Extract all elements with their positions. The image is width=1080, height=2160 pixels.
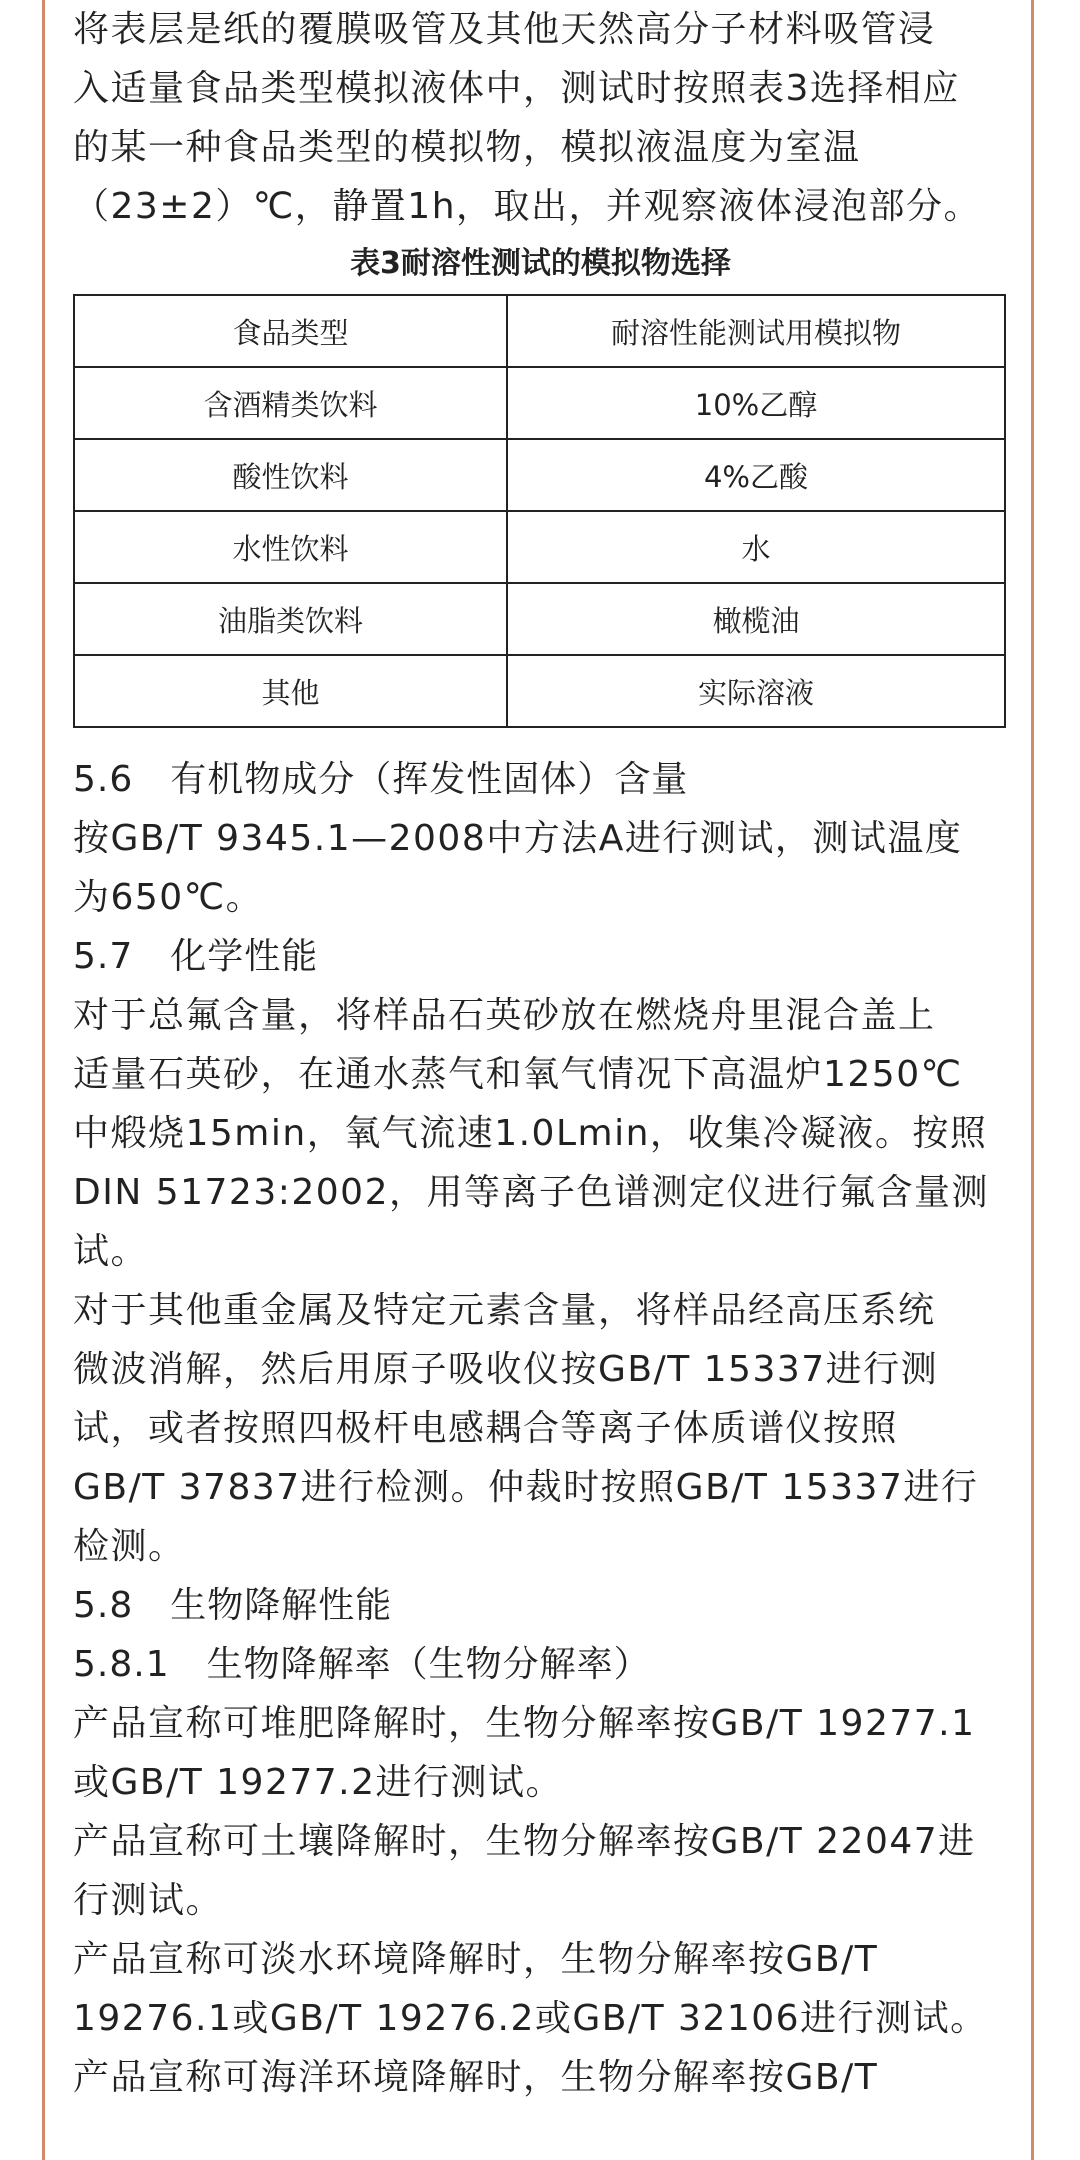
table-cell: 10%乙醇 [507,367,1005,439]
section-body-5-7-metals: 对于其他重金属及特定元素含量，将样品经高压系统 微波消解，然后用原子吸收仪按GB/T 15337进行测 试，或者按照四极杆电感耦合等离子体质谱仪按照 GB/T 37837进行检测。仲裁时按照GB/T 15337进行 检测。 [73,1290,979,1567]
intro-paragraph: 将表层是纸的覆膜吸管及其他天然高分子材料吸管浸 入适量食品类型模拟液体中，测试时按照表3选择相应 的某一种食品类型的模拟物，模拟液温度为室温 （23±2）℃，静置1h，取出，并观察液体浸泡部分。 [73,9,982,227]
table-cell: 酸性饮料 [74,439,507,511]
table-row [74,511,1005,583]
table-cell: 4%乙酸 [507,439,1005,511]
section-body-5-7-fluorine: 对于总氟含量，将样品石英砂放在燃烧舟里混合盖上 适量石英砂，在通水蒸气和氧气情况下高温炉1250℃ 中煅烧15min，氧气流速1.0Lmin，收集冷凝液。按照 DIN 51723:2002，用等离子色谱测定仪进行氟含量测 试。 [73,995,989,1272]
section-heading-5-8-1: 5.8.1 生物降解率（生物分解率） [73,1644,651,1685]
table-cell: 水性饮料 [74,511,507,583]
section-heading-5-7: 5.7 化学性能 [73,936,319,977]
table-cell: 油脂类饮料 [74,583,507,655]
table-cell: 其他 [74,655,507,727]
section-heading-5-6: 5.6 有机物成分（挥发性固体）含量 [73,759,689,800]
table-cell: 含酒精类饮料 [74,367,507,439]
table-row [74,655,1005,727]
table-header-row [74,295,1005,367]
section-body-5-6: 按GB/T 9345.1—2008中方法A进行测试，测试温度 为650℃。 [73,818,963,918]
section-body-freshwater: 产品宣称可淡水环境降解时，生物分解率按GB/T 19276.1或GB/T 19276.2或GB/T 32106进行测试。 [73,1939,988,2039]
table-row [74,583,1005,655]
table-header-cell: 耐溶性能测试用模拟物 [507,295,1005,367]
table-cell: 实际溶液 [507,655,1005,727]
section-body-marine: 产品宣称可海洋环境降解时，生物分解率按GB/T [73,2057,879,2098]
table-cell: 水 [507,511,1005,583]
table-row [74,439,1005,511]
table-cell: 橄榄油 [507,583,1005,655]
table-row [74,367,1005,439]
table-caption: 表3耐溶性测试的模拟物选择 [350,246,731,281]
document-content [73,0,1008,2107]
simulant-table [73,294,1006,728]
section-body-soil: 产品宣称可土壤降解时，生物分解率按GB/T 22047进 行测试。 [73,1821,976,1921]
section-heading-5-8: 5.8 生物降解性能 [73,1585,393,1626]
section-body-compost: 产品宣称可堆肥降解时，生物分解率按GB/T 19277.1 或GB/T 19277.2进行测试。 [73,1703,976,1803]
table-header-cell: 食品类型 [74,295,507,367]
